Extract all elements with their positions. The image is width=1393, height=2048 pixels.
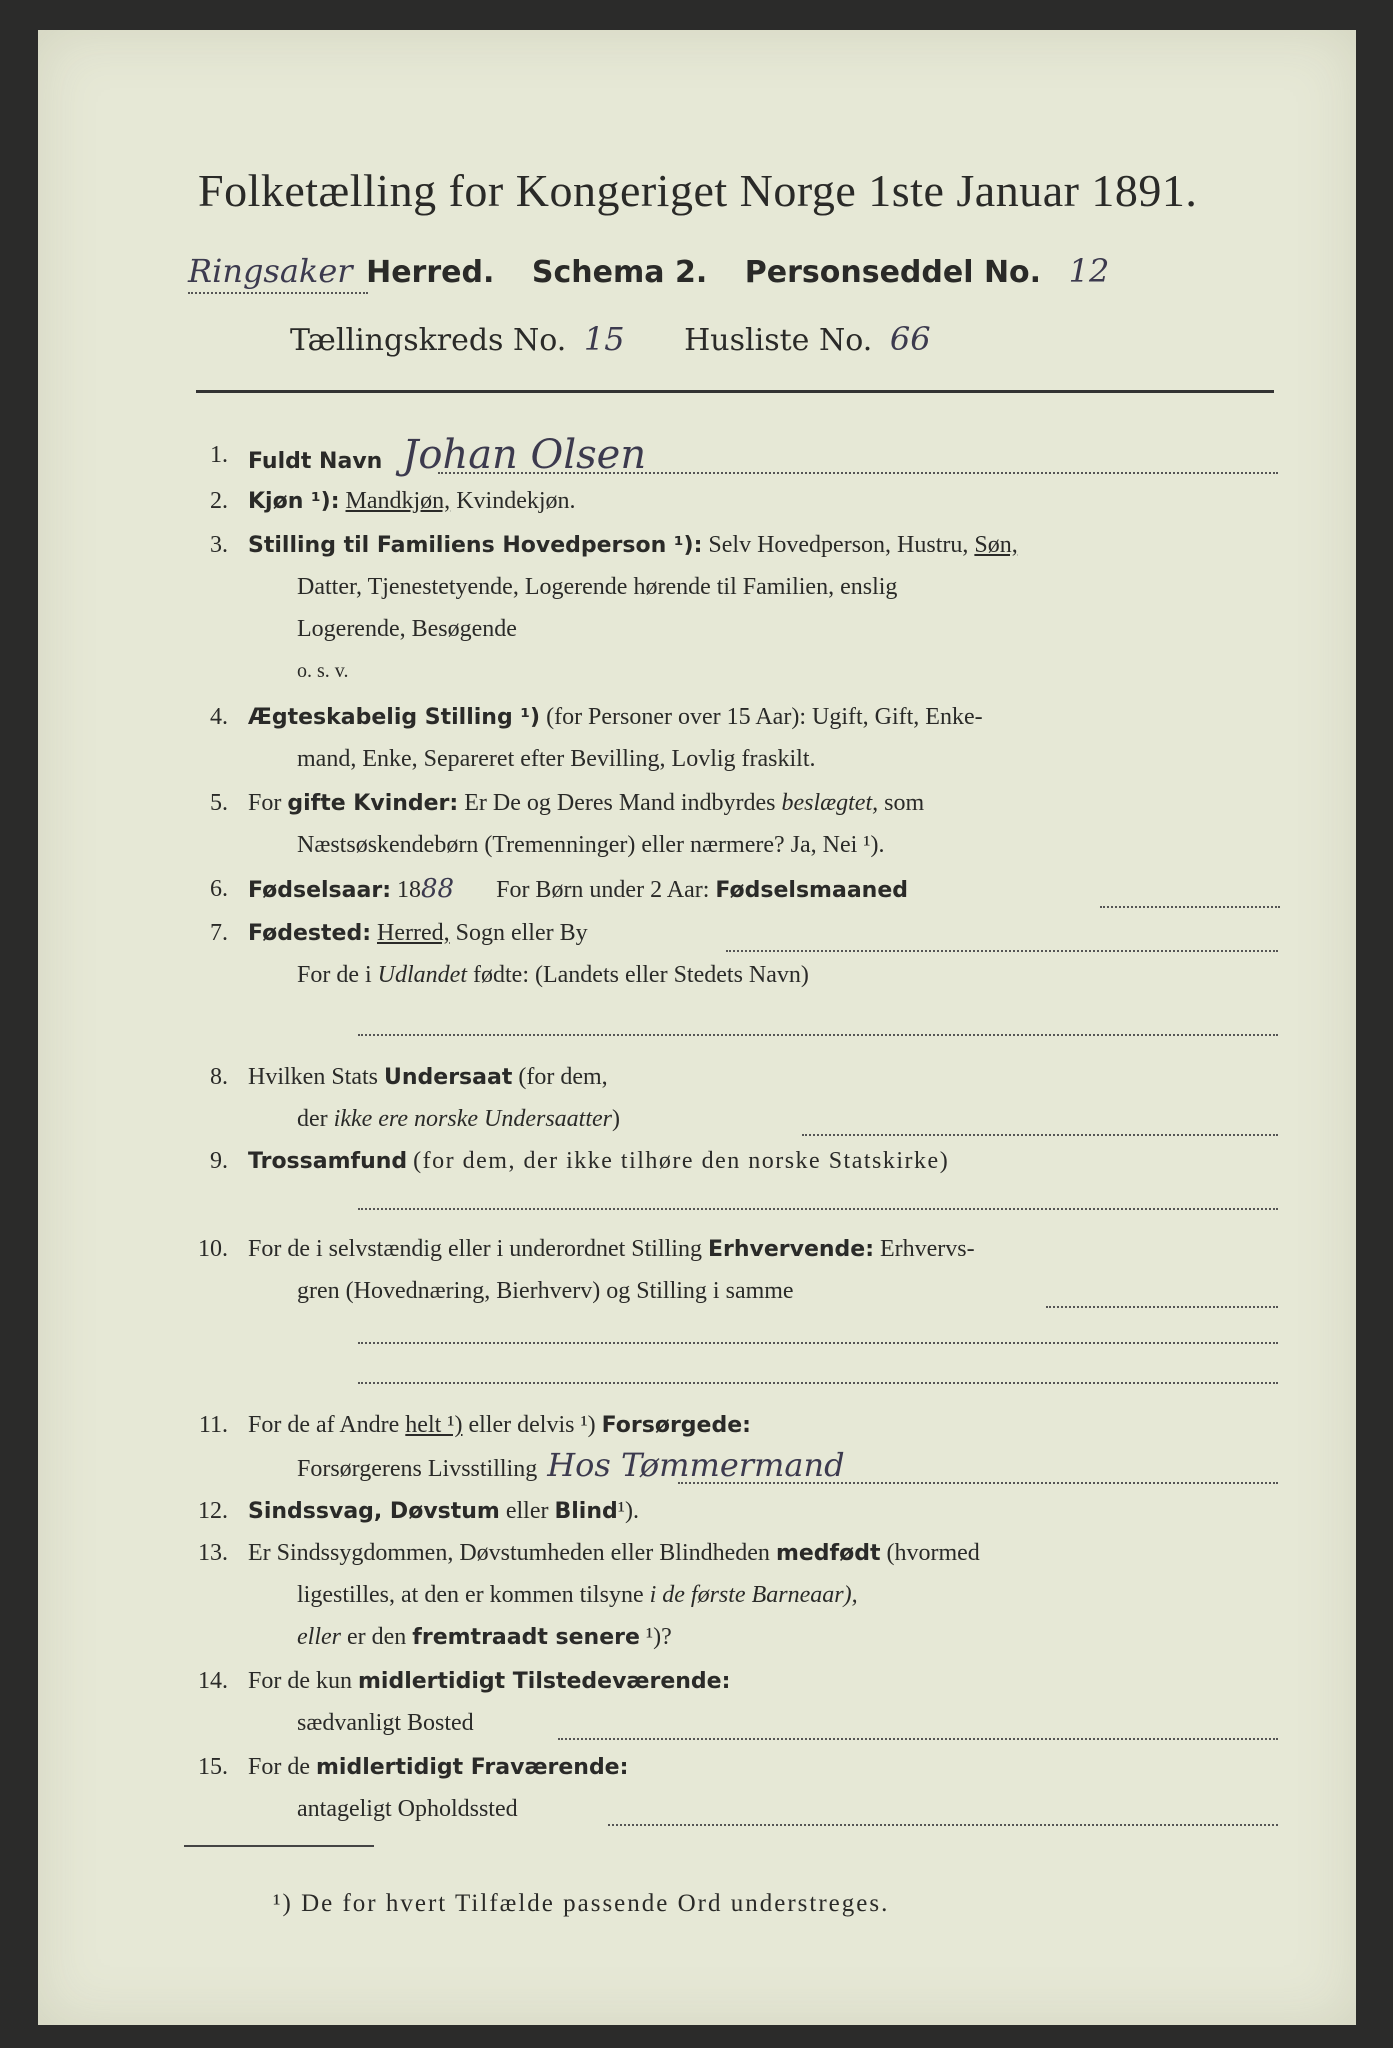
footnote: ¹) De for hvert Tilfælde passende Ord understreges.	[273, 1890, 890, 1917]
q15-number: 15.	[198, 1754, 228, 1780]
q11-line2: Forsørgerens Livsstilling	[297, 1456, 538, 1482]
q7-option-herred: Herred,	[377, 920, 450, 946]
q14-line2: sædvanligt Bosted	[297, 1710, 474, 1736]
q6-label-month: Fødselsmaaned	[715, 878, 909, 903]
census-form-page: Folketælling for Kongeriget Norge 1ste Januar 1891. Ringsaker Herred. Schema 2. Personseddel No. 12 Tællingskreds No. 15 Husliste No. 66 1. Fuldt Navn Johan Olsen 2. Kjøn ¹): Mandkjøn, Kvindekjøn. 3. Stilling til Familiens Hovedperson ¹): Selv Hovedperson, Hustru, Søn, Datter, Tjenestetyende, Logerende hørende til Familien, enslig Logerende, Besøgende o. s. v. 4. Ægteskabelig Stilling ¹) (for Personer over 15 Aar): Ugift, Gift, Enke- mand, Enke, Separeret efter Bevilling, Lovlig fraskilt. 5. For gifte Kvinder: Er De og Deres Mand indbyrdes beslægtet, som Næstsøskendebørn (Tremenninger) eller nærmere? Ja, Nei ¹). 6. Fødselsaar: 1888 For Børn under 2 Aar: Fødselsmaaned 7. Fødested: Herred, Sogn eller By For de i Udlandet fødte: (Landets eller Stedets Navn) 8. Hvilken Stats Undersaat (for dem, der ikke ere norske Undersaatter) 9. Trossamfund (for dem, der ikke tilhøre den norske Statskirke) 10. For de i selvstændig eller i underordnet Stilling Erhvervende: Erhvervs- gren (Hovednæring, Bierhverv) og Stilling i samme 11. For de af Andre helt ¹) eller delvis ¹) Forsørgede: Forsørgerens Livsstilling Hos Tømmermand 12. Sindssvag, Døvstum eller Blind¹). 13. Er Sindssygdommen, Døvstumheden eller Blindheden medfødt (hvormed ligestilles, at den er kommen tilsyne i de første Barneaar), eller er den fremtraadt senere ¹)? 14. For de kun midlertidigt Tilstedeværende: sædvanligt Bosted 15. For de midlertidigt Fraværende: antageligt Opholdssted ¹) De for hvert Tilfælde passende Ord understreges.	[38, 30, 1356, 2025]
q14-label: midlertidigt Tilstedeværende:	[358, 1669, 731, 1694]
husliste-label: Husliste No.	[684, 323, 873, 358]
q6-middle: For Børn under 2 Aar:	[496, 877, 710, 903]
header-rule	[196, 390, 1274, 393]
q12-middle: eller	[505, 1498, 549, 1524]
q13-line1-start: Er Sindssygdommen, Døvstumheden eller Blindheden	[248, 1540, 770, 1566]
q8-dotline	[802, 1134, 1278, 1136]
q12-label: Sindssvag, Døvstum	[248, 1499, 500, 1524]
husliste-value: 66	[889, 320, 931, 358]
q6-year-prefix: 18	[397, 877, 421, 903]
q13-line3-mid: er den	[346, 1624, 407, 1650]
q7-label: Fødested:	[248, 921, 371, 946]
q10-line1-start: For de i selvstændig eller i underordnet Stilling	[248, 1236, 702, 1262]
q4-label: Ægteskabelig Stilling ¹)	[248, 705, 541, 730]
q4-number: 4.	[210, 704, 228, 730]
q15-label: midlertidigt Fraværende:	[316, 1755, 629, 1780]
herred-row	[188, 252, 1109, 290]
q2-label: Kjøn ¹):	[248, 489, 340, 514]
q3-option-son: Søn,	[974, 532, 1018, 558]
q10-dotline-2	[358, 1342, 1278, 1344]
q4-line2: mand, Enke, Separeret efter Bevilling, Lovlig fraskilt.	[297, 746, 816, 772]
q1-number: 1.	[210, 442, 228, 468]
q6-dotline	[1100, 906, 1280, 908]
q14-line1: For de kun	[248, 1668, 352, 1694]
q5-italic: beslægtet,	[781, 790, 879, 816]
q13-line2-start: ligestilles, at den er kommen tilsyne	[297, 1582, 644, 1608]
schema-label: Schema 2.	[531, 255, 708, 290]
q11-option-helt: helt ¹)	[405, 1412, 463, 1438]
q12-end: ¹).	[617, 1498, 639, 1524]
q5-line1-end: som	[884, 790, 925, 816]
q11-value: Hos Tømmermand	[547, 1446, 845, 1484]
q8-line2-italic: ikke ere norske Undersaatter	[333, 1106, 613, 1132]
herred-label: Herred.	[366, 255, 495, 290]
q8-line1-end: (for dem,	[518, 1064, 608, 1090]
q10-line2: gren (Hovednæring, Bierhverv) og Stilling i samme	[297, 1278, 794, 1304]
q7-line2-italic: Udlandet	[377, 962, 467, 988]
q3-line3: Logerende, Besøgende	[297, 616, 517, 642]
q4-line1: (for Personer over 15 Aar): Ugift, Gift, Enke-	[546, 704, 983, 730]
personseddel-label: Personseddel No.	[744, 255, 1042, 290]
q8-number: 8.	[210, 1064, 228, 1090]
form-title: Folketælling for Kongeriget Norge 1ste Januar 1891.	[198, 165, 1198, 216]
q13-number: 13.	[198, 1540, 228, 1566]
q13-line3-italic: eller	[297, 1624, 341, 1650]
q1-value: Johan Olsen	[402, 432, 647, 478]
q2-option-female: Kvindekjøn.	[456, 488, 576, 514]
q6-year-value: 88	[421, 874, 455, 904]
q5-line2: Næstsøskendebørn (Tremenninger) eller nærmere? Ja, Nei ¹).	[297, 832, 885, 858]
q3-label: Stilling til Familiens Hovedperson ¹):	[248, 533, 703, 558]
q14-dotline	[558, 1738, 1278, 1740]
q11-label: Forsørgede:	[601, 1413, 751, 1438]
q8-line1-start: Hvilken Stats	[248, 1064, 378, 1090]
q7-line1: Sogn eller By	[455, 920, 588, 946]
q11-number: 11.	[198, 1412, 228, 1438]
q5-prefix: For	[248, 790, 282, 816]
kreds-row	[290, 320, 931, 358]
q10-number: 10.	[198, 1236, 228, 1262]
q11-dotline	[678, 1482, 1278, 1484]
q7-dotline	[726, 950, 1278, 952]
personseddel-value: 12	[1068, 252, 1110, 290]
q14-number: 14.	[198, 1668, 228, 1694]
q9-label: Trossamfund	[248, 1149, 408, 1174]
q15-line1: For de	[248, 1754, 310, 1780]
q11-line1-mid: eller delvis ¹)	[468, 1412, 596, 1438]
q5-line1: Er De og Deres Mand indbyrdes	[464, 790, 776, 816]
q10-label: Erhvervende:	[707, 1237, 874, 1262]
q9-line1: (for dem, der ikke tilhøre den norske Statskirke)	[413, 1148, 950, 1174]
q13-line2-italic: i de første Barneaar),	[649, 1582, 858, 1608]
q13-line3-end: ¹)?	[645, 1624, 672, 1650]
q9-number: 9.	[210, 1148, 228, 1174]
q8-label: Undersaat	[384, 1065, 513, 1090]
q15-line2: antageligt Opholdssted	[297, 1796, 518, 1822]
q9-dotline	[358, 1208, 1278, 1210]
q15-dotline	[608, 1824, 1278, 1826]
q13-label-senere: fremtraadt senere	[412, 1625, 640, 1650]
kreds-value: 15	[583, 320, 625, 358]
kreds-label: Tællingskreds No.	[290, 323, 567, 358]
herred-dotline	[188, 292, 368, 294]
q1-label: Fuldt Navn	[248, 449, 383, 474]
q3-number: 3.	[210, 532, 228, 558]
q1-dotline	[438, 472, 1278, 474]
q7-line2-end: fødte: (Landets eller Stedets Navn)	[473, 962, 809, 988]
q3-line4: o. s. v.	[297, 660, 349, 682]
q11-line1-start: For de af Andre	[248, 1412, 400, 1438]
q2-number: 2.	[210, 488, 228, 514]
q7-dotline-2	[358, 1034, 1278, 1036]
q10-line1-end: Erhvervs-	[880, 1236, 975, 1262]
q12-label-blind: Blind	[554, 1499, 618, 1524]
q10-dotline-3	[358, 1382, 1278, 1384]
q10-dotline	[1046, 1306, 1278, 1308]
q3-line2: Datter, Tjenestetyende, Logerende hørende til Familien, enslig	[297, 574, 898, 600]
q8-line2-start: der	[297, 1106, 328, 1132]
q6-label: Fødselsaar:	[248, 878, 391, 903]
q3-line1: Selv Hovedperson, Hustru,	[708, 532, 969, 558]
q7-line2-start: For de i	[297, 962, 372, 988]
q12-number: 12.	[198, 1498, 228, 1524]
q2-option-male: Mandkjøn,	[345, 488, 451, 514]
q13-label: medfødt	[775, 1541, 881, 1566]
q13-line1-end: (hvormed	[886, 1540, 980, 1566]
q7-number: 7.	[210, 920, 228, 946]
q5-number: 5.	[210, 790, 228, 816]
herred-value: Ringsaker	[188, 252, 353, 290]
q6-number: 6.	[210, 876, 228, 902]
footnote-rule	[184, 1845, 374, 1847]
q5-label: gifte Kvinder:	[287, 791, 459, 816]
